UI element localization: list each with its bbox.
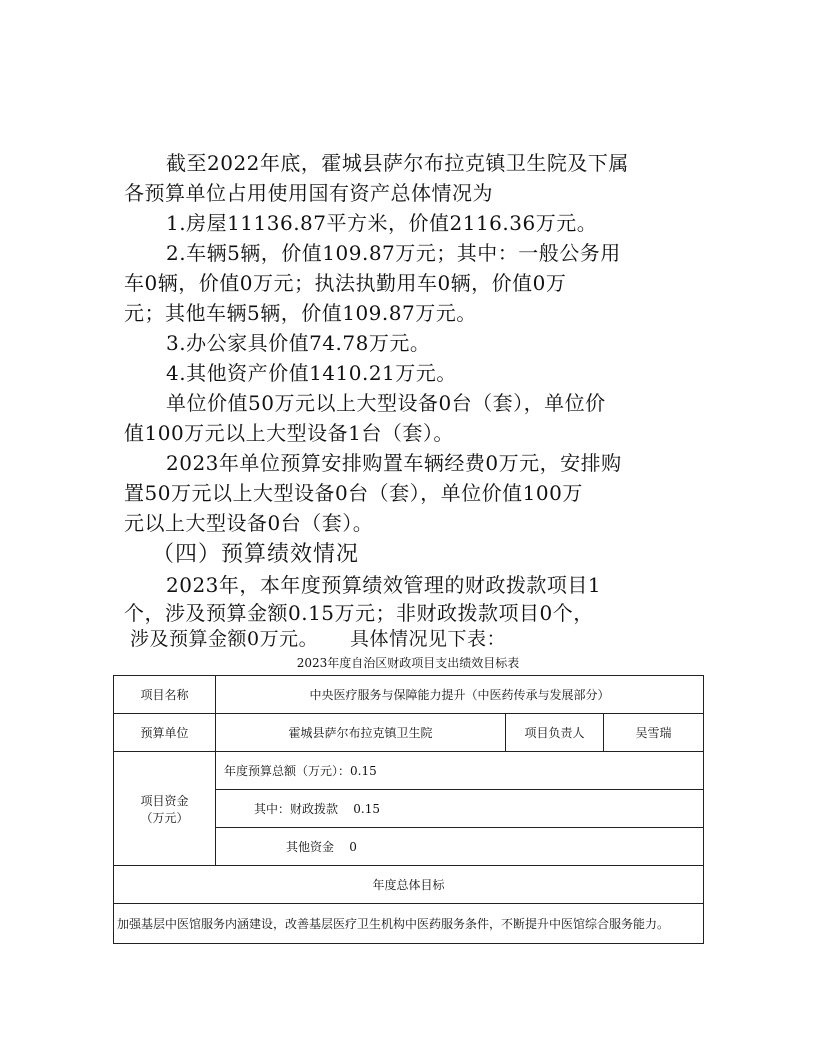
para-line: 1.房屋11136.87平方米，价值2116.36万元。 bbox=[166, 211, 598, 235]
para-line: 具体情况见下表： bbox=[350, 628, 507, 650]
performance-table bbox=[113, 675, 704, 944]
table-caption: 2023年度自治区财政项目支出绩效目标表 bbox=[296, 656, 520, 670]
para-line: 截至2022年底，霍城县萨尔布拉克镇卫生院及下属 bbox=[166, 151, 629, 175]
label-leader: 项目负责人 bbox=[506, 714, 604, 752]
section-heading: （四）预算绩效情况 bbox=[152, 542, 360, 567]
label-funds: 项目资金（万元） bbox=[114, 752, 216, 866]
project-name: 中央医疗服务与保障能力提升（中医药传承与发展部分） bbox=[216, 676, 704, 714]
para-line: 3.办公家具价值74.78万元。 bbox=[166, 331, 431, 355]
para-line: 4.其他资产价值1410.21万元。 bbox=[166, 361, 457, 385]
para-line: 各预算单位占用使用国有资产总体情况为 bbox=[124, 181, 493, 205]
budget-unit: 霍城县萨尔布拉克镇卫生院 bbox=[216, 714, 506, 752]
leader: 吴雪瑞 bbox=[604, 714, 704, 752]
annual-goal: 加强基层中医馆服务内涵建设，改善基层医疗卫生机构中医药服务条件，不断提升中医馆综合服务能力。 bbox=[114, 904, 704, 944]
para-line: 2023年单位预算安排购置车辆经费0万元，安排购 bbox=[166, 451, 622, 475]
para-line: 元以上大型设备0台（套）。 bbox=[124, 511, 374, 535]
para-line: 置50万元以上大型设备0台（套），单位价值100万 bbox=[124, 481, 583, 505]
total-budget: 年度预算总额（万元）：0.15 bbox=[216, 752, 704, 790]
para-line: 2023年，本年度预算绩效管理的财政拨款项目1 bbox=[166, 573, 602, 597]
label-project-name: 项目名称 bbox=[114, 676, 216, 714]
label-annual-goal: 年度总体目标 bbox=[114, 866, 704, 904]
para-line: 车0辆，价值0万元；执法执勤用车0辆，价值0万 bbox=[124, 271, 567, 295]
other-funds: 其他资金 0 bbox=[216, 828, 704, 866]
fiscal-funds: 其中：财政拨款 0.15 bbox=[216, 790, 704, 828]
para-line: 值100万元以上大型设备1台（套）。 bbox=[124, 421, 454, 445]
para-line: 涉及预算金额0万元。 bbox=[130, 628, 319, 650]
para-line: 单位价值50万元以上大型设备0台（套），单位价 bbox=[166, 391, 606, 415]
para-line: 个，涉及预算金额0.15万元；非财政拨款项目0个， bbox=[124, 601, 594, 625]
para-line: 元；其他车辆5辆，价值109.87万元。 bbox=[124, 301, 477, 325]
label-budget-unit: 预算单位 bbox=[114, 714, 216, 752]
para-line: 2.车辆5辆，价值109.87万元；其中：一般公务用 bbox=[166, 241, 621, 265]
